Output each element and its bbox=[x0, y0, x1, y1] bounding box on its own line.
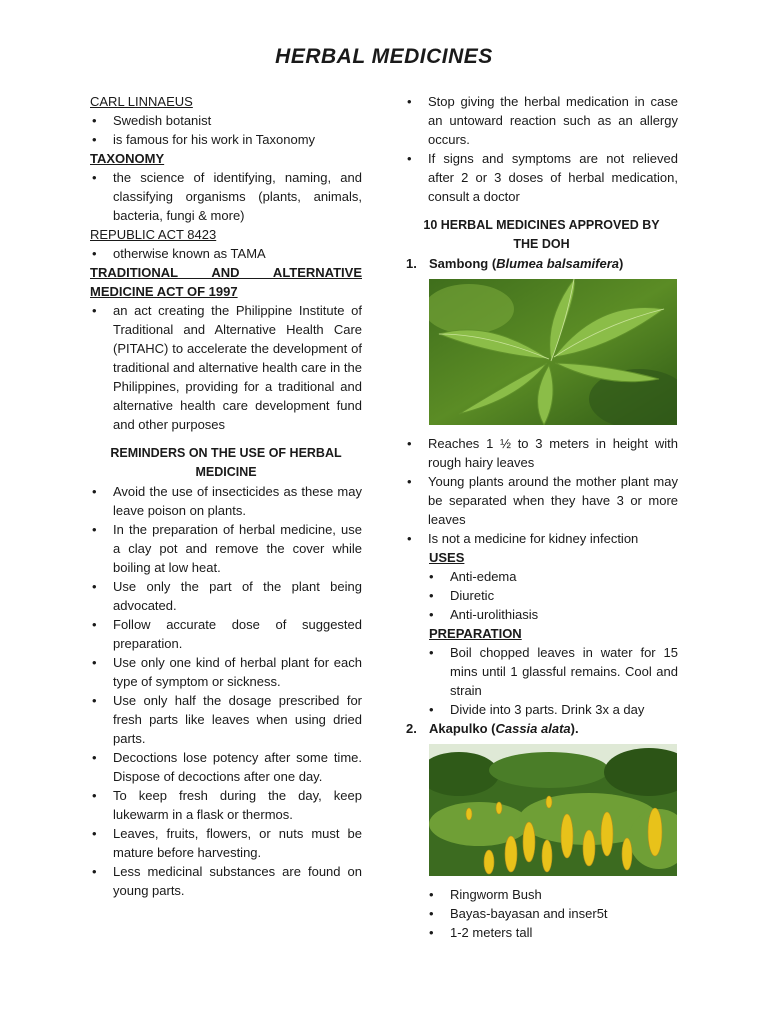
list-item: • Swedish botanist bbox=[90, 111, 362, 130]
list-item: • Boil chopped leaves in water for 15 mins until 1 glassful remains. Cool and strain bbox=[405, 643, 678, 700]
uses-list bbox=[405, 567, 678, 624]
republic-act-heading: REPUBLIC ACT 8423 bbox=[90, 227, 217, 242]
list-item: • the science of identifying, naming, and classifying organisms (plants, animals, bacteria, fungi & more) bbox=[90, 168, 362, 225]
sambong-photo bbox=[429, 279, 677, 425]
list-item: • Young plants around the mother plant may be separated when they have 3 or more leaves bbox=[405, 472, 678, 529]
list-item: • Anti-urolithiasis bbox=[405, 605, 678, 624]
precautions-list bbox=[405, 92, 678, 206]
sambong-details bbox=[405, 434, 678, 548]
list-item: • Follow accurate dose of suggested preparation. bbox=[90, 615, 362, 653]
list-item: • Ringworm Bush bbox=[405, 885, 678, 904]
carl-linnaeus-heading: CARL LINNAEUS bbox=[90, 94, 193, 109]
republic-act-list bbox=[90, 244, 362, 263]
document-title: HERBAL MEDICINES bbox=[275, 45, 493, 68]
list-item: • Reaches 1 ½ to 3 meters in height with rough hairy leaves bbox=[405, 434, 678, 472]
akapulko-details bbox=[405, 885, 678, 942]
list-item: • Anti-edema bbox=[405, 567, 678, 586]
list-item: • Stop giving the herbal medication in case an untoward reaction such as an allergy occurs. bbox=[405, 92, 678, 149]
taxonomy-heading: TAXONOMY bbox=[90, 151, 165, 166]
list-item: • To keep fresh during the day, keep lukewarm in a flask or thermos. bbox=[90, 786, 362, 824]
list-item: • Decoctions lose potency after some time. Dispose of decoctions after one day. bbox=[90, 748, 362, 786]
right-column bbox=[405, 92, 678, 942]
taxonomy-list bbox=[90, 168, 362, 225]
list-item: • Is not a medicine for kidney infection bbox=[405, 529, 678, 548]
akapulko-photo bbox=[429, 744, 677, 876]
plant-heading-akapulko: 2. Akapulko (Cassia alata). bbox=[406, 721, 579, 736]
preparation-list bbox=[405, 643, 678, 719]
reminders-heading: REMINDERS ON THE USE OF HERBAL MEDICINE bbox=[110, 446, 342, 479]
list-item: • Leaves, fruits, flowers, or nuts must be mature before harvesting. bbox=[90, 824, 362, 862]
list-item: • Less medicinal substances are found on young parts. bbox=[90, 862, 362, 900]
plant-heading-sambong: 1. Sambong (Blumea balsamifera) bbox=[406, 256, 624, 271]
list-item: • If signs and symptoms are not relieved after 2 or 3 doses of herbal medication, consult a doctor bbox=[405, 149, 678, 206]
tama-heading: TRADITIONAL AND ALTERNATIVE MEDICINE ACT OF 1997 bbox=[90, 265, 362, 299]
list-item: • is famous for his work in Taxonomy bbox=[90, 130, 362, 149]
list-item: • Use only half the dosage prescribed for fresh parts like leaves when using dried parts. bbox=[90, 691, 362, 748]
tama-list bbox=[90, 301, 362, 434]
preparation-heading: PREPARATION bbox=[429, 626, 522, 641]
list-item: • Bayas-bayasan and inser5t bbox=[405, 904, 678, 923]
carl-linnaeus-list bbox=[90, 111, 362, 149]
list-item: • an act creating the Philippine Institute of Traditional and Alternative Health Care (PITAHC) to accelerate the development of traditional and alternative health care in the Philippines, providing for a traditional and alternative health care development fund and other purposes bbox=[90, 301, 362, 434]
list-item: • Avoid the use of insecticides as these may leave poison on plants. bbox=[90, 482, 362, 520]
reminders-list bbox=[90, 482, 362, 900]
list-item: • Divide into 3 parts. Drink 3x a day bbox=[405, 700, 678, 719]
left-column bbox=[90, 92, 362, 900]
list-item: • Diuretic bbox=[405, 586, 678, 605]
list-item: • Use only one kind of herbal plant for each type of symptom or sickness. bbox=[90, 653, 362, 691]
list-item: • Use only the part of the plant being advocated. bbox=[90, 577, 362, 615]
list-item: • otherwise known as TAMA bbox=[90, 244, 362, 263]
list-item: • In the preparation of herbal medicine, use a clay pot and remove the cover while boiling at low heat. bbox=[90, 520, 362, 577]
uses-heading: USES bbox=[429, 550, 465, 565]
list-item: • 1-2 meters tall bbox=[405, 923, 678, 942]
approved-medicines-heading: 10 HERBAL MEDICINES APPROVED BY THE DOH bbox=[423, 218, 660, 251]
